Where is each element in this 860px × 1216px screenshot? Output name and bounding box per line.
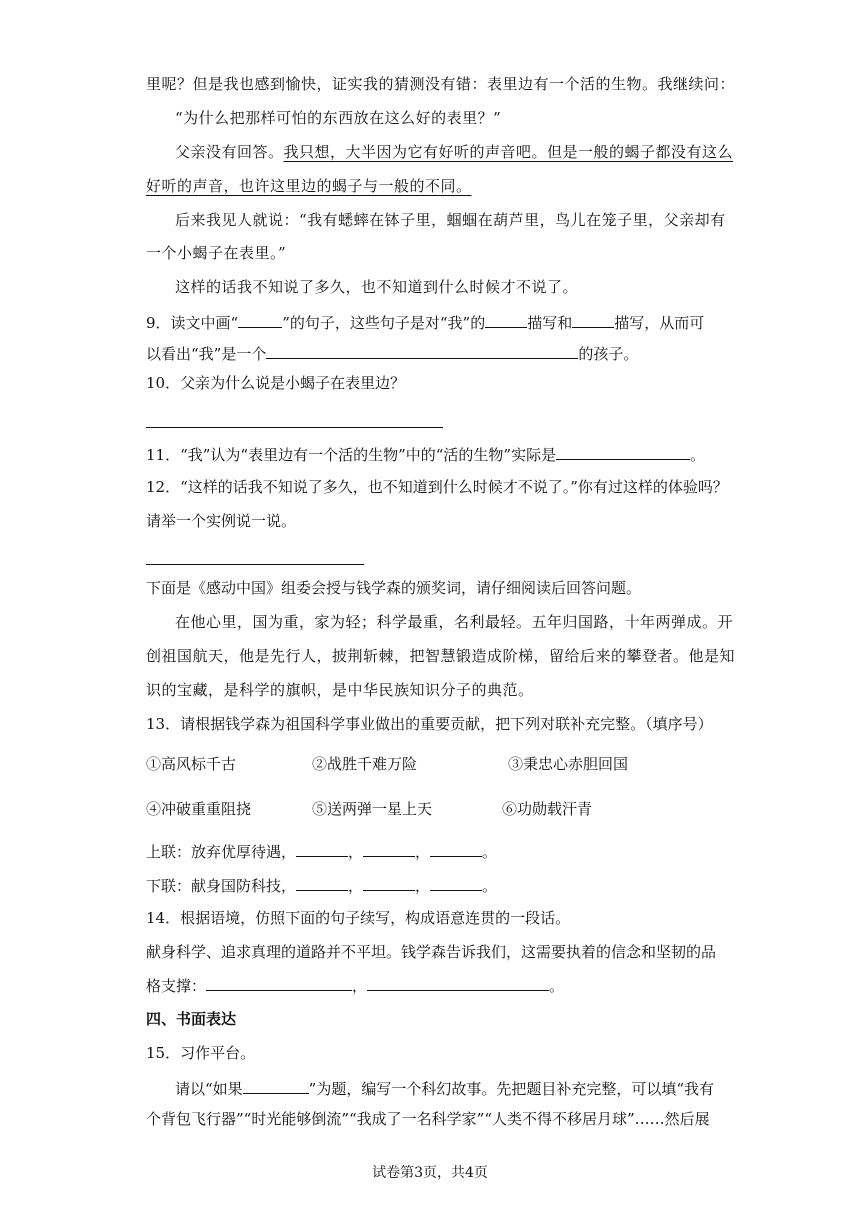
upper-blank-2[interactable] (363, 840, 415, 857)
passage-line (175, 142, 755, 162)
passage-line: 这样的话我不知说了多久，也不知道到什么时候才不说了。 (175, 278, 579, 296)
q9-blank-3[interactable] (572, 311, 614, 328)
q14-blank-1[interactable] (206, 974, 352, 991)
comma: ， (415, 843, 431, 861)
question-9 (146, 311, 726, 333)
question-13: 13．请根据钱学森为祖国科学事业做出的重要贡献，把下列对联补充完整。（填序号） (146, 715, 713, 733)
passage-line: 一个小蝎子在表里。” (146, 244, 287, 262)
q13-option: ①高风标千古 (146, 755, 237, 773)
q9-text: ”的句子，这些句子是对“我”的 (282, 314, 486, 332)
q11-text: 11．“我”认为“表里边有一个活的生物”中的“活的生物”实际是 (146, 446, 557, 464)
comma: ， (415, 877, 431, 895)
page-footer: 试卷第3页，共4页 (372, 1165, 488, 1181)
question-9-cont (146, 342, 726, 364)
lower-label: 下联：献身国防科技， (146, 877, 297, 895)
q13-option: ⑤送两弹一星上天 (312, 800, 433, 818)
q12-answer-line[interactable] (146, 564, 364, 565)
award-line: 识的宝藏，是科学的旗帜，是中华民族知识分子的典范。 (146, 681, 534, 699)
question-12: 12．“这样的话我不知说了多久，也不知道到什么时候才不说了。”你有过这样的体验吗？ (146, 478, 728, 496)
q14-line: 献身科学、追求真理的道路并不平坦。钱学森告诉我们，这需要执着的信念和坚韧的品 (146, 943, 717, 961)
passage-line (146, 176, 726, 196)
comma: ， (352, 977, 368, 995)
q13-option: ④冲破重重阻挠 (146, 800, 252, 818)
question-10: 10．父亲为什么说是小蝎子在表里边？ (146, 374, 406, 392)
underlined-sentence: 好听的声音，也许这里边的蝎子与一般的不同。 (146, 177, 472, 195)
underlined-sentence: 我只想，大半因为它有好听的声音吧。但是一般的蝎子都没有这么 (283, 143, 734, 161)
lower-blank-3[interactable] (430, 874, 482, 891)
q15-text: ”为题，编写一个科幻故事。先把题目补充完整，可以填“我有 (308, 1080, 715, 1098)
comma: ， (348, 843, 364, 861)
award-line: 创祖国航天，他是先行人，披荆斩棘，把智慧锻造成阶梯，留给后来的攀登者。他是知 (146, 647, 736, 665)
q13-option: ②战胜千难万险 (312, 755, 418, 773)
upper-blank-3[interactable] (430, 840, 482, 857)
upper-label: 上联：放弃优厚待遇， (146, 843, 297, 861)
lower-blank-1[interactable] (296, 874, 348, 891)
q9-text: 描写，从而可 (614, 314, 705, 332)
q9-blank-2[interactable] (485, 311, 527, 328)
passage-line: “为什么把那样可怕的东西放在这么好的表里？” (175, 109, 502, 127)
passage-line: 里呢？但是我也感到愉快，证实我的猜测没有错：表里边有一个活的生物。我继续问： (146, 75, 736, 93)
q9-text: 9．读文中画“ (146, 314, 239, 332)
question-14: 14．根据语境，仿照下面的句子续写，构成语意连贯的一段话。 (146, 909, 571, 927)
award-line: 在他心里，国为重，家为轻；科学最重，名利最轻。五年归国路，十年两弹成。开 (175, 613, 734, 631)
q13-lower-couplet (146, 874, 726, 896)
award-intro: 下面是《感动中国》组委会授与钱学森的颁奖词，请仔细阅读后回答问题。 (146, 579, 642, 597)
q15-line: 个背包飞行器”“时光能够倒流”“我成了一名科学家”“人类不得不移居月球”……然后展 (146, 1110, 710, 1128)
q15-line (175, 1077, 755, 1099)
question-11 (146, 443, 726, 465)
q14-line (146, 974, 726, 996)
q9-blank-1[interactable] (238, 311, 282, 328)
q9-text: 描写和 (527, 314, 573, 332)
q11-text: 。 (690, 446, 706, 464)
passage-line: 后来我见人就说：“我有蟋蟀在钵子里，蝈蝈在葫芦里，鸟儿在笼子里，父亲却有 (175, 211, 726, 229)
period: 。 (482, 877, 498, 895)
q10-answer-line[interactable] (146, 427, 443, 428)
q14-text: 格支撑： (146, 977, 207, 995)
upper-blank-1[interactable] (296, 840, 348, 857)
question-12-cont: 请举一个实例说一说。 (146, 512, 297, 530)
comma: ， (348, 877, 364, 895)
q13-option: ③秉忠心赤胆回国 (508, 755, 629, 773)
q15-title-blank[interactable] (243, 1077, 309, 1094)
section-heading: 四、书面表达 (146, 1010, 237, 1028)
passage-text: 父亲没有回答。 (175, 143, 284, 161)
period: 。 (482, 843, 498, 861)
q13-option: ⑥功勋载汗青 (502, 800, 593, 818)
q13-upper-couplet (146, 840, 726, 862)
q9-blank-4[interactable] (266, 342, 578, 359)
q11-blank[interactable] (556, 443, 690, 460)
period: 。 (549, 977, 565, 995)
question-15: 15．习作平台。 (146, 1044, 256, 1062)
lower-blank-2[interactable] (363, 874, 415, 891)
q14-blank-2[interactable] (367, 974, 549, 991)
q9-text: 以看出“我”是一个 (146, 345, 267, 363)
q15-text: 请以“如果 (175, 1080, 243, 1098)
q9-text: 的孩子。 (578, 345, 639, 363)
